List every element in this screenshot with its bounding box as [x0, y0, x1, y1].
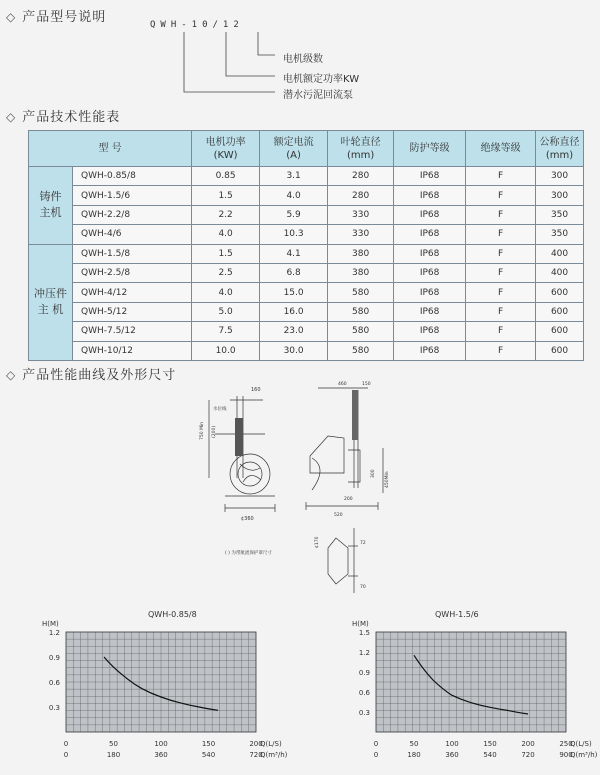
chart-qwh-0.85-8 [20, 612, 300, 772]
table-cell: 30.0 [260, 341, 328, 360]
table-cell: F [466, 205, 536, 224]
table-cell: 1.5 [192, 244, 260, 263]
table-cell: 7.5 [192, 322, 260, 341]
section-title-performance [6, 106, 120, 125]
dim-water-level: 水位线 [213, 407, 227, 412]
chart-1-title: QWH-0.85/8 [148, 610, 197, 619]
table-cell: IP68 [394, 341, 466, 360]
col-header-protection: 防护等级 [394, 131, 466, 167]
code-explanation-power: 电机额定功率KW [283, 74, 360, 85]
table-cell: 0.85 [192, 167, 260, 186]
table-cell: 350 [536, 225, 584, 244]
section-title-text: 产品型号说明 [22, 10, 107, 25]
x-tick-label: 150 [201, 740, 216, 748]
drawing-note: ( ) 为带航流保护罩尺寸 [225, 551, 272, 556]
table-cell: 4.0 [192, 283, 260, 302]
y-axis-label: H(M) [352, 620, 369, 628]
y-tick-label: 0.9 [48, 654, 60, 662]
model-cell: QWH-1.5/8 [73, 244, 192, 263]
table-row [29, 283, 584, 302]
table-cell: 400 [536, 263, 584, 282]
dim-520: 520 [334, 513, 343, 518]
model-cell: QWH-1.5/6 [73, 186, 192, 205]
table-cell: 3.1 [260, 167, 328, 186]
col-header-current: 额定电流 (A) [260, 131, 328, 167]
model-cell: QWH-4/6 [73, 225, 192, 244]
table-cell: IP68 [394, 244, 466, 263]
table-cell: 380 [328, 263, 394, 282]
x-tick-label: 200 [249, 740, 263, 748]
table-cell: IP68 [394, 186, 466, 205]
table-row [29, 263, 584, 282]
table-row [29, 302, 584, 321]
model-cell: QWH-10/12 [73, 341, 192, 360]
table-row [29, 186, 584, 205]
table-cell: 300 [536, 186, 584, 205]
table-cell: 280 [328, 186, 394, 205]
y-tick-label: 0.3 [358, 709, 370, 717]
table-cell: 580 [328, 283, 394, 302]
x-tick-label: 0 [373, 740, 379, 748]
section-title-text: 产品性能曲线及外形尺寸 [22, 368, 177, 383]
col-header-impeller: 叶轮直径 (mm) [328, 131, 394, 167]
table-body [29, 167, 584, 361]
table-cell: 600 [536, 341, 584, 360]
chart-qwh-1.5-6 [330, 612, 600, 772]
table-cell: 300 [536, 167, 584, 186]
table-row [29, 322, 584, 341]
right-pump-view [306, 388, 383, 593]
x-tick-label: 250 [559, 740, 573, 748]
table-cell: 600 [536, 302, 584, 321]
dim-70: 70 [360, 585, 366, 590]
model-cell: QWH-2.5/8 [73, 263, 192, 282]
code-explanation-pump: 潜水污泥回流泵 [283, 90, 353, 101]
table-cell: F [466, 341, 536, 360]
dim-300: 300 [371, 469, 376, 478]
model-code-leader-lines [150, 30, 290, 100]
model-cell: QWH-7.5/12 [73, 322, 192, 341]
x-tick-label: 150 [483, 740, 497, 748]
table-row [29, 225, 584, 244]
diamond-icon: ◇ [6, 368, 17, 382]
table-cell: 5.9 [260, 205, 328, 224]
table-cell: 4.0 [192, 225, 260, 244]
x-tick-label-m3h: 360 [154, 751, 168, 759]
col-header-diameter: 公称直径 (mm) [536, 131, 584, 167]
model-cell: QWH-4/12 [73, 283, 192, 302]
table-cell: 600 [536, 322, 584, 341]
table-cell: 23.0 [260, 322, 328, 341]
dim-150: 150 [362, 382, 371, 387]
x-axis-label: Q(L/S) [260, 740, 282, 748]
section-title-text: 产品技术性能表 [22, 110, 121, 125]
x-tick-label-m3h: 360 [445, 751, 459, 759]
table-cell: IP68 [394, 263, 466, 282]
dim-450min: 450Min [385, 471, 390, 488]
x-tick-label-m3h: 0 [373, 751, 379, 759]
x-tick-label-m3h: 720 [521, 751, 535, 759]
dim-460: 460 [338, 382, 347, 387]
table-cell: 4.0 [260, 186, 328, 205]
chart-2-title: QWH-1.5/6 [435, 610, 479, 619]
table-cell: F [466, 263, 536, 282]
x-tick-label-m3h: 0 [63, 751, 69, 759]
table-cell: 600 [536, 283, 584, 302]
table-cell: IP68 [394, 283, 466, 302]
table-cell: F [466, 186, 536, 205]
model-cell: QWH-0.85/8 [73, 167, 192, 186]
dim-72: 72 [360, 541, 366, 546]
table-cell: F [466, 244, 536, 263]
dim-750min: 750 Min [200, 421, 205, 440]
y-tick-label: 0.6 [48, 679, 60, 687]
x-tick-label-m3h: 540 [483, 751, 497, 759]
group-label: 冲压件 主 机 [29, 244, 73, 360]
table-cell: 380 [328, 244, 394, 263]
table-row [29, 341, 584, 360]
table-cell: IP68 [394, 322, 466, 341]
x-tick-label: 50 [109, 740, 118, 748]
table-cell: 10.3 [260, 225, 328, 244]
x-tick-label: 0 [63, 740, 69, 748]
table-cell: F [466, 322, 536, 341]
table-cell: 1.5 [192, 186, 260, 205]
table-cell: 15.0 [260, 283, 328, 302]
table-row [29, 244, 584, 263]
x-tick-label: 200 [521, 740, 535, 748]
x-tick-label: 100 [445, 740, 459, 748]
x-tick-label-m3h: 900 [559, 751, 573, 759]
table-cell: 10.0 [192, 341, 260, 360]
table-cell: F [466, 302, 536, 321]
x-axis-label: Q(L/S) [570, 740, 592, 748]
table-cell: 330 [328, 225, 394, 244]
x-tick-label-m3h: 720 [249, 751, 263, 759]
table-cell: F [466, 225, 536, 244]
y-tick-label: 0.3 [48, 704, 60, 712]
model-cell: QWH-5/12 [73, 302, 192, 321]
spec-table [28, 130, 584, 361]
table-cell: 580 [328, 322, 394, 341]
table-cell: 280 [328, 167, 394, 186]
y-tick-label: 1.2 [48, 629, 60, 637]
model-cell: QWH-2.2/8 [73, 205, 192, 224]
table-cell: 6.8 [260, 263, 328, 282]
table-row [29, 205, 584, 224]
y-axis-label: H(M) [42, 620, 59, 628]
dim-200: 200 [344, 497, 353, 502]
table-cell: 350 [536, 205, 584, 224]
y-tick-label: 0.9 [358, 669, 370, 677]
col-header-model: 型 号 [29, 131, 192, 167]
table-cell: IP68 [394, 167, 466, 186]
code-explanation-stages: 电机级数 [283, 54, 323, 65]
y-tick-label: 1.2 [358, 649, 370, 657]
x-tick-label-m3h: 540 [201, 751, 216, 759]
table-cell: 4.1 [260, 244, 328, 263]
x-axis-label-m3h: Q(m³/h) [570, 751, 598, 759]
section-title-model [6, 6, 106, 25]
y-tick-label: 0.6 [358, 689, 370, 697]
dimension-drawing-right [298, 378, 398, 608]
col-header-insulation: 绝缘等级 [466, 131, 536, 167]
col-header-power: 电机功率 (KW) [192, 131, 260, 167]
dim-200-paren: (200) [212, 425, 217, 438]
table-cell: 2.5 [192, 263, 260, 282]
table-cell: 580 [328, 341, 394, 360]
y-tick-label: 1.5 [358, 629, 370, 637]
table-cell: F [466, 283, 536, 302]
table-row [29, 167, 584, 186]
table-cell: 400 [536, 244, 584, 263]
diamond-icon: ◇ [6, 10, 17, 24]
x-tick-label: 50 [409, 740, 419, 748]
group-label: 铸件 主机 [29, 167, 73, 245]
diamond-icon: ◇ [6, 110, 17, 124]
dim-160: 160 [251, 387, 261, 393]
table-cell: F [466, 167, 536, 186]
table-cell: IP68 [394, 302, 466, 321]
table-cell: IP68 [394, 205, 466, 224]
table-cell: 580 [328, 302, 394, 321]
dim-360: ¢360 [241, 516, 254, 522]
table-cell: 2.2 [192, 205, 260, 224]
table-header-row [29, 131, 584, 167]
model-code: QWH-10/12 [150, 20, 244, 30]
section-title-curves [6, 364, 176, 383]
table-cell: 330 [328, 205, 394, 224]
x-tick-label-m3h: 180 [407, 751, 421, 759]
table-cell: IP68 [394, 225, 466, 244]
table-cell: 16.0 [260, 302, 328, 321]
table-cell: 5.0 [192, 302, 260, 321]
dim-170: ¢170 [315, 536, 320, 548]
x-axis-label-m3h: Q(m³/h) [260, 751, 288, 759]
x-tick-label: 100 [154, 740, 168, 748]
x-tick-label-m3h: 180 [106, 751, 121, 759]
